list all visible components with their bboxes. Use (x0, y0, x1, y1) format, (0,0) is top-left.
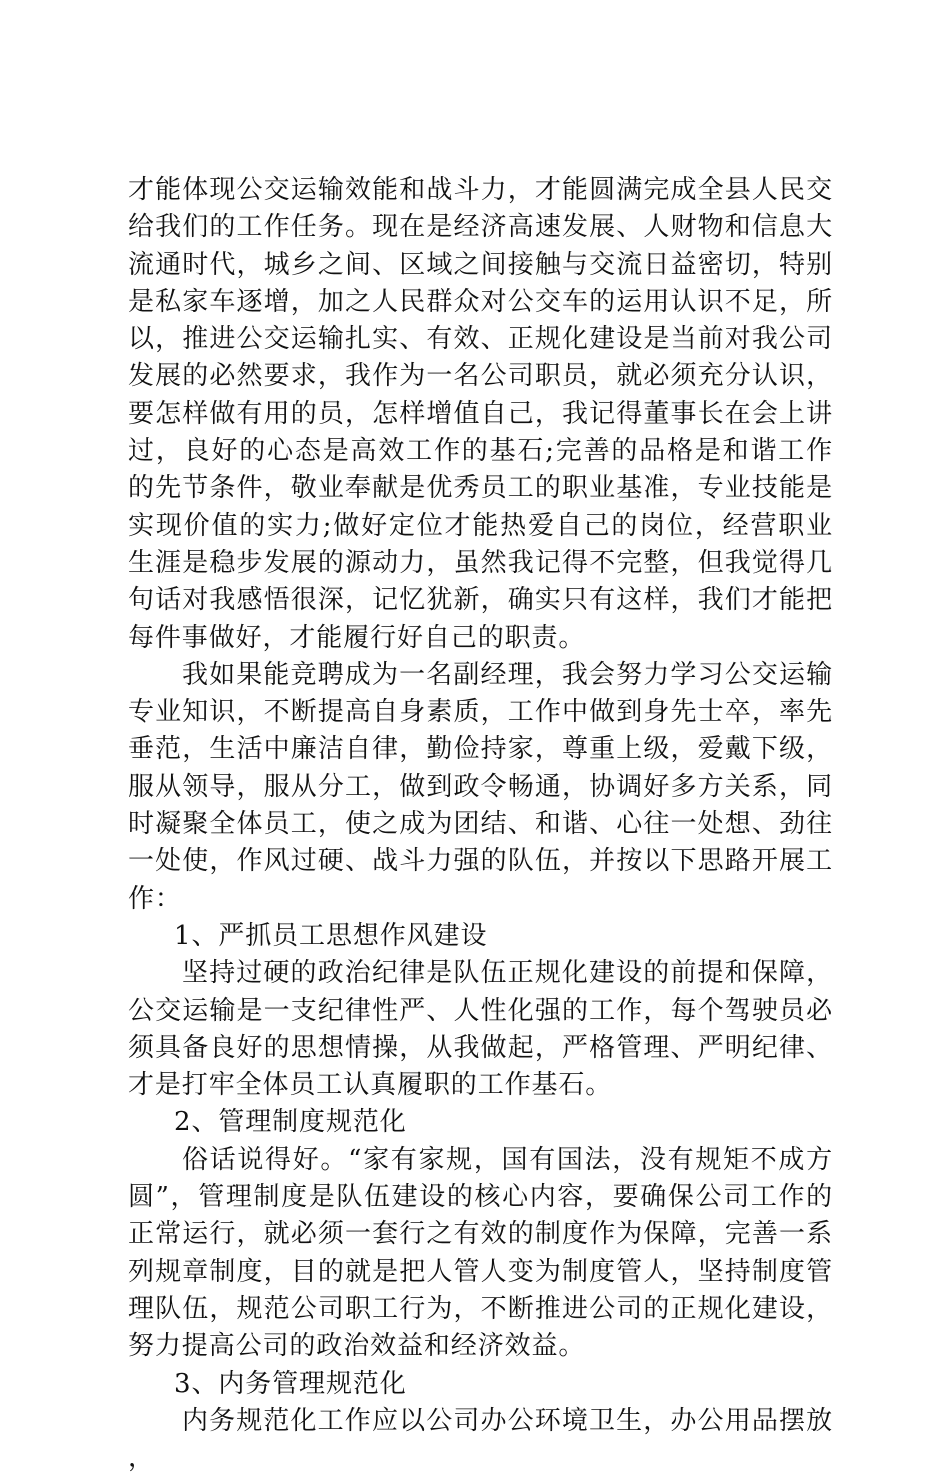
paragraph-internal-affairs: 内务规范化工作应以公司办公环境卫生，办公用品摆放， (128, 1405, 833, 1474)
section-heading-2: 2、管理制度规范化 (174, 1107, 407, 1138)
paragraph-management-system: 俗话说得好。“家有家规，国有国法，没有规矩不成方圆”，管理制度是队伍建设的核心内容，要确保公司工作的正常运行，就必须一套行之有效的制度作为保障，完善一系列规章制度，目的就是把人管人变为制度管人，坚持制度管理队伍，规范公司职工行为，不断推进公司的正规化建设，努力提高公司的政治效益和经济效益。 (128, 1144, 833, 1362)
section-heading-1: 1、严抓员工思想作风建设 (174, 920, 488, 951)
paragraph-deputy-manager-commitment: 我如果能竞聘成为一名副经理，我会努力学习公交运输专业知识，不断提高自身素质，工作中做到身先士卒，率先垂范，生活中廉洁自律，勤俭持家，尊重上级，爱戴下级，服从领导，服从分工，做到政令畅通，协调好多方关系，同时凝聚全体员工，使之成为团结、和谐、心往一处想、劲往一处使，作风过硬、战斗力强的队伍，并按以下思路开展工作： (128, 659, 833, 914)
section-heading-3: 3、内务管理规范化 (174, 1368, 407, 1399)
document-body (128, 172, 833, 1477)
paragraph-political-discipline: 坚持过硬的政治纪律是队伍正规化建设的前提和保障，公交运输是一支纪律性严、人性化强的工作，每个驾驶员必须具备良好的思想情操，从我做起，严格管理、严明纪律、才是打牢全体员工认真履职的工作基石。 (128, 958, 833, 1101)
paragraph-public-transport-efficiency: 才能体现公交运输效能和战斗力，才能圆满完成全县人民交给我们的工作任务。现在是经济高速发展、人财物和信息大流通时代，城乡之间、区域之间接触与交流日益密切，特别是私家车逐增，加之人民群众对公交车的运用认识不足，所以，推进公交运输扎实、有效、正规化建设是当前对我公司发展的必然要求，我作为一名公司职员，就必须充分认识，要怎样做有用的员，怎样增值自己，我记得董事长在会上讲过，良好的心态是高效工作的基石;完善的品格是和谐工作的先节条件，敬业奉献是优秀员工的职业基准，专业技能是实现价值的实力;做好定位才能热爱自己的岗位，经营职业生涯是稳步发展的源动力，虽然我记得不完整，但我觉得几句话对我感悟很深，记忆犹新，确实只有这样，我们才能把每件事做好，才能履行好自己的职责。 (128, 175, 833, 653)
